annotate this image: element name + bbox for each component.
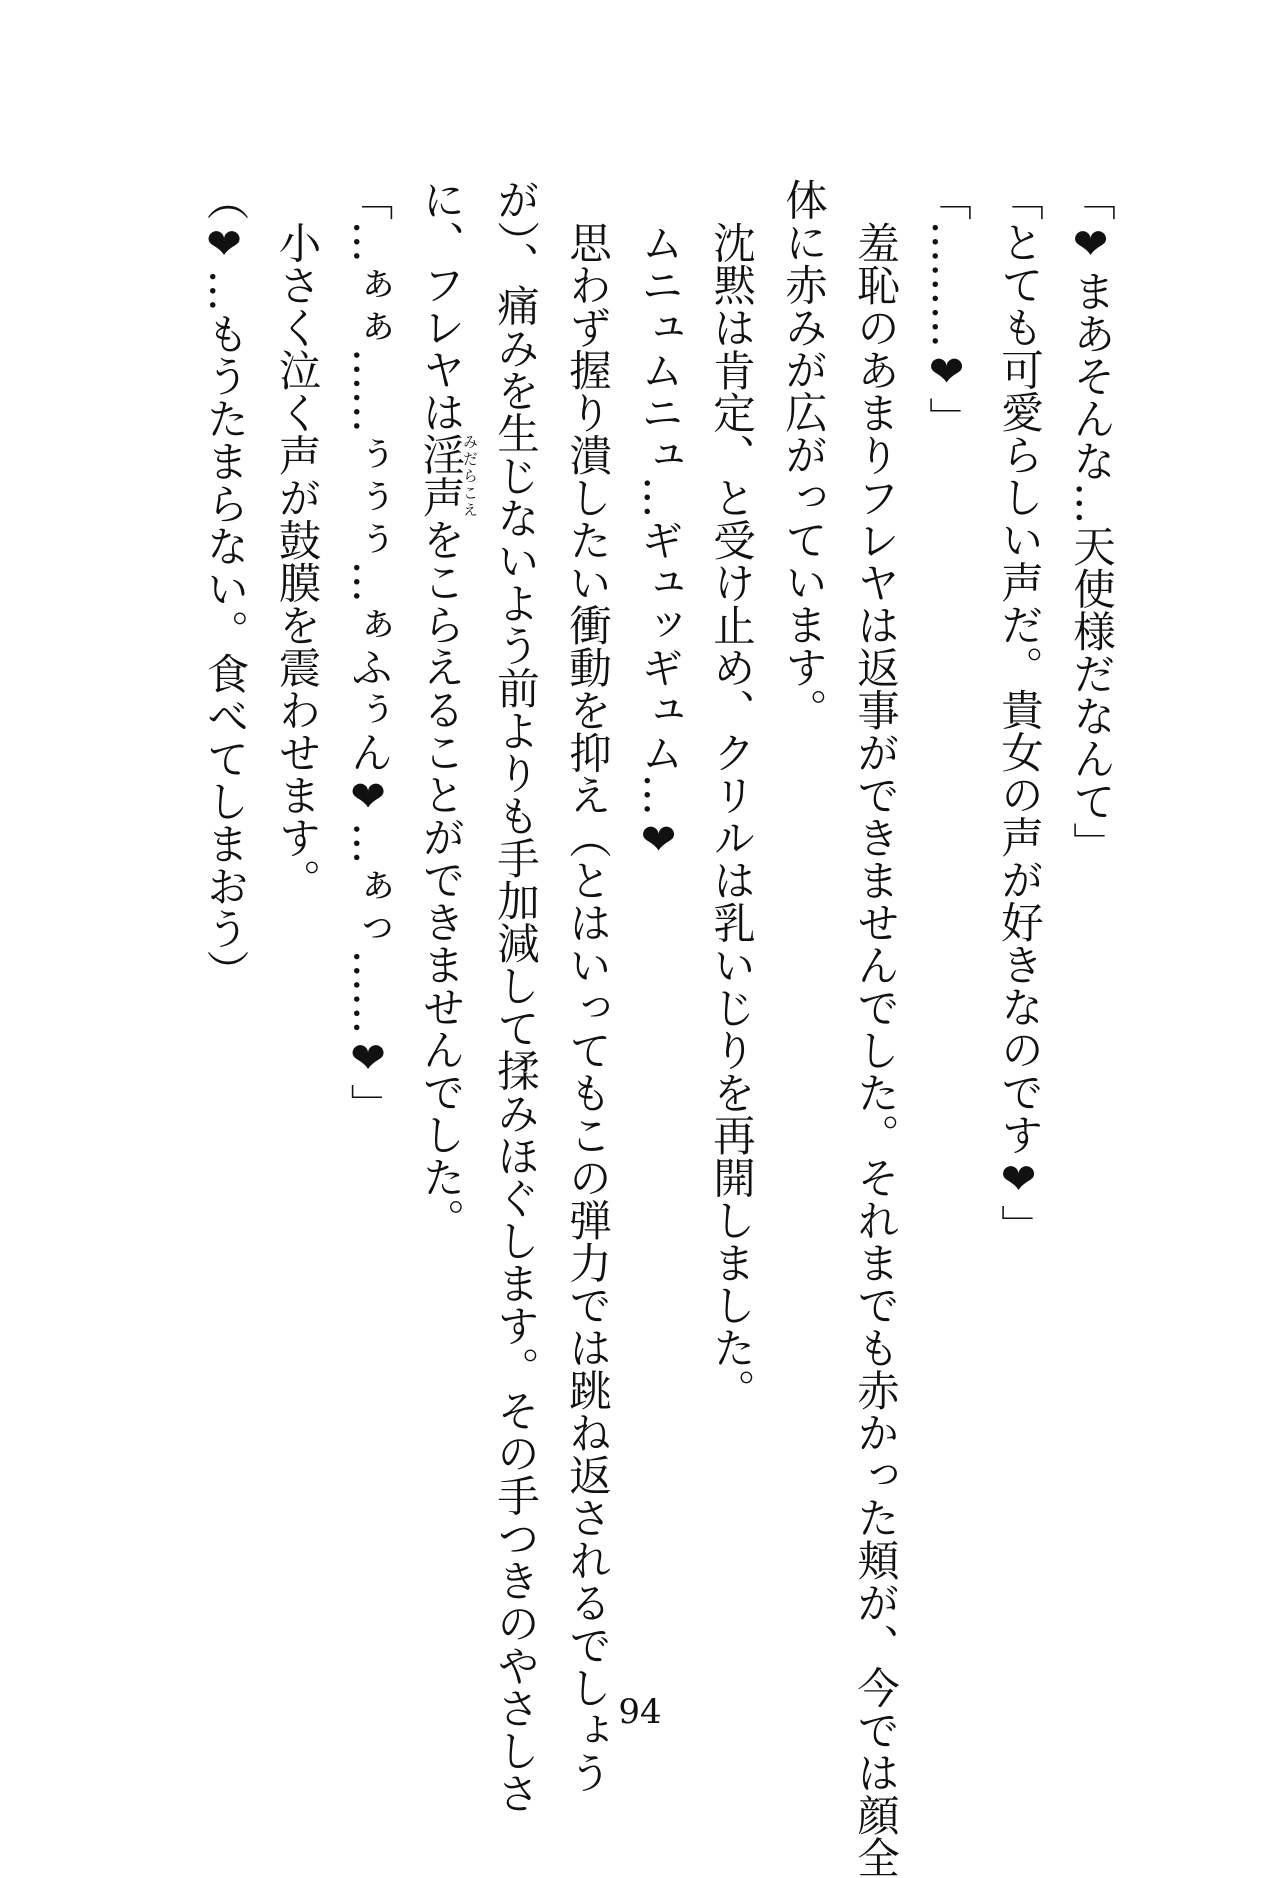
- text-line-10: [404, 178, 479, 1638]
- ruby-base: 淫声: [415, 433, 465, 518]
- text-line-6: 沈黙は肯定、と受け止め、クリルは乳いじりを再開しました。: [706, 220, 755, 1411]
- text-line-9: が）、痛みを生じないよう前よりも手加減して揉みほぐします。その手つきのやさしさ: [490, 178, 539, 1815]
- ruby-word: [415, 433, 479, 518]
- text-line-1: 「❤まあそんな…天使様だなんて」: [1066, 178, 1115, 865]
- ruby-reading: みだらこえ: [461, 433, 479, 518]
- page-number: 94: [618, 1692, 662, 1732]
- text-line-3: 「………❤」: [922, 178, 971, 440]
- text-line-8: 思わず握り潰したい衝動を抑え（とはいってもこの弾力では跳ね返されるでしょう: [562, 220, 611, 1793]
- text-line-10-pre: に、フレヤは: [415, 178, 465, 433]
- text-line-10-post: をこらえることができませんでした。: [415, 518, 465, 1241]
- text-line-5: 体に赤みが広がっています。: [778, 178, 827, 731]
- text-line-13: （❤…もうたまらない。食べてしまおう）: [199, 178, 249, 992]
- text-line-2: 「とても可愛らしい声だ。貴女の声が好きなのです❤」: [994, 178, 1043, 1247]
- text-line-7: ムニュムニュ…ギュッギュム…❤: [634, 220, 683, 865]
- text-line-12: 小さく泣く声が鼓膜を震わせます。: [271, 220, 321, 901]
- text-line-4: 羞恥のあまりフレヤは返事ができませんでした。それまでも赤かった頬が、今では顔全: [850, 220, 899, 1878]
- text-line-11: 「…ぁぁ……ぅぅぅ…ぁふぅん❤…ぁっ……❤」: [343, 178, 393, 1126]
